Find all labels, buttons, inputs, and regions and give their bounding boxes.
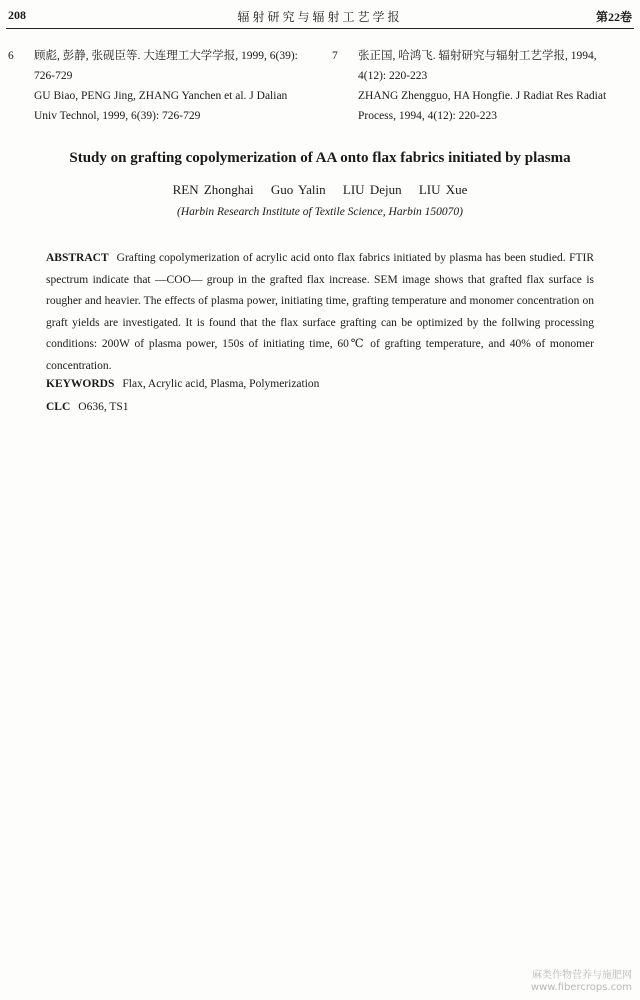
reference-line: 张正国, 哈鸿飞. 辐射研究与辐射工艺学报, 1994,: [358, 50, 597, 62]
keywords-text: Flax, Acrylic acid, Plasma, Polymerization: [122, 378, 320, 390]
watermark-line: www.fibercrops.com: [530, 982, 632, 993]
clc-text: O636, TS1: [78, 401, 129, 413]
clc-label: CLC: [46, 401, 71, 413]
reference-line: Process, 1994, 4(12): 220-223: [358, 110, 497, 122]
keywords: [46, 378, 319, 390]
volume-label: 第22卷: [595, 10, 632, 24]
author-name: LIU Dejun: [342, 182, 402, 197]
author-name: REN Zhonghai: [172, 182, 254, 197]
reference-line: 726-729: [34, 70, 73, 82]
author-name: Guo Yalin: [270, 182, 326, 197]
affiliation: (Harbin Research Institute of Textile Science, Harbin 150070): [177, 206, 463, 218]
author-list: [0, 182, 640, 198]
reference-line: 顾彪, 彭静, 张砚臣等. 大连理工大学学报, 1999, 6(39):: [34, 50, 298, 62]
keywords-label: KEYWORDS: [46, 378, 115, 390]
reference-line: GU Biao, PENG Jing, ZHANG Yanchen et al. J Dalian: [34, 90, 288, 102]
running-header: [6, 4, 634, 29]
reference-body: [358, 46, 638, 126]
reference-line: ZHANG Zhengguo, HA Hongfie. J Radiat Res Radiat: [358, 90, 607, 102]
reference-number: 7: [332, 50, 338, 62]
reference-body: [34, 46, 334, 126]
watermark-line: 麻类作物营养与施肥网: [532, 970, 632, 981]
reference-line: 4(12): 220-223: [358, 70, 428, 82]
watermark: [531, 970, 632, 994]
reference-line: Univ Technol, 1999, 6(39): 726-729: [34, 110, 201, 122]
journal-title: 辐射研究与辐射工艺学报: [237, 10, 403, 24]
page-number: 208: [8, 8, 26, 22]
paper-title: Study on grafting copolymerization of AA onto flax fabrics initiated by plasma: [69, 150, 571, 166]
abstract: [46, 248, 594, 377]
clc-classification: [46, 401, 129, 413]
reference-number: 6: [8, 50, 14, 62]
abstract-text: Grafting copolymerization of acrylic acid onto flax fabrics initiated by plasma has been studied. FTIR spectrum indicate that —COO— group in the grafted flax increase. SEM image shows that grafted flax surface is rougher and heavier. The effects of plasma power, initiating time, grafting temperature and monomer concentration on graft yields are investigated. It is found that the flax surface grafting can be optimized by the follwing processing conditions: 200W of plasma power, 150s of initiating time, 60℃ of grafting temperature, and 40% of monomer concentration.: [46, 252, 594, 372]
author-name: LIU Xue: [418, 182, 468, 197]
abstract-label: ABSTRACT: [46, 252, 109, 264]
